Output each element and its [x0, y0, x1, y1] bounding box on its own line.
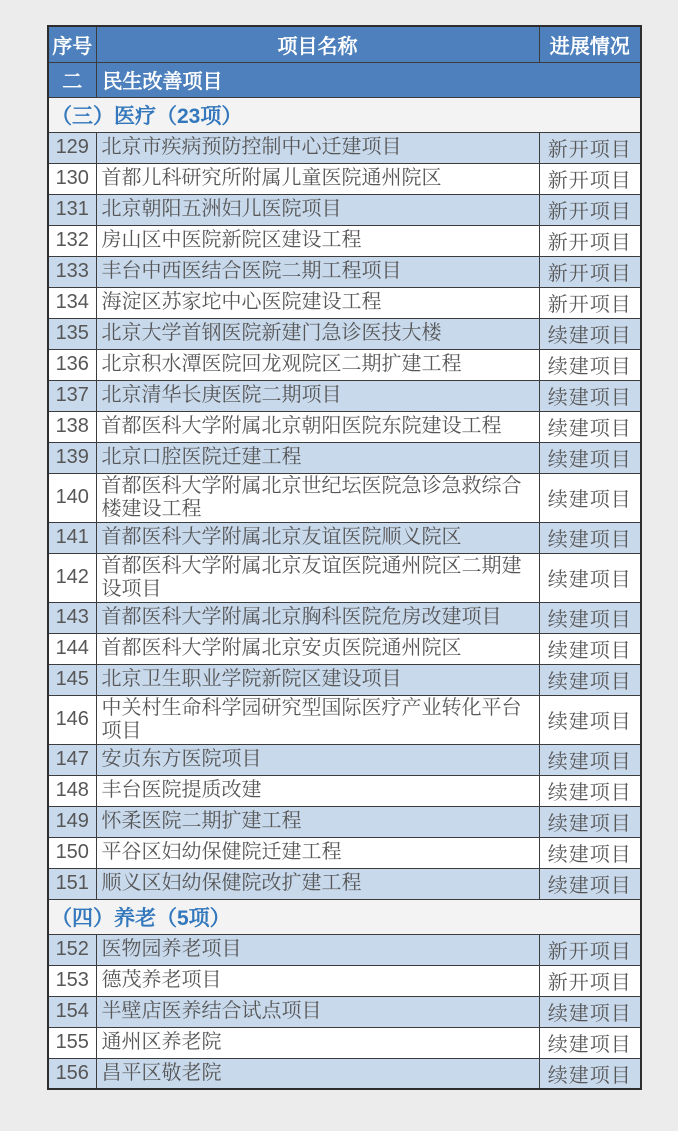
project-name-cell: 顺义区妇幼保健院改扩建工程 — [96, 868, 539, 899]
status-cell: 续建项目 — [539, 775, 641, 806]
section-title: （四）养老（5项） — [48, 899, 641, 934]
row-number-cell: 133 — [48, 256, 96, 287]
row-number-cell: 153 — [48, 965, 96, 996]
table-row — [48, 996, 641, 1027]
project-name-cell: 丰台医院提质改建 — [96, 775, 539, 806]
project-name-cell: 丰台中西医结合医院二期工程项目 — [96, 256, 539, 287]
status-cell: 续建项目 — [539, 442, 641, 473]
status-cell: 续建项目 — [539, 349, 641, 380]
status-cell: 新开项目 — [539, 163, 641, 194]
table-row — [48, 522, 641, 553]
status-cell: 续建项目 — [539, 695, 641, 744]
status-cell: 续建项目 — [539, 318, 641, 349]
row-number-cell: 131 — [48, 194, 96, 225]
project-name-cell: 首都医科大学附属北京朝阳医院东院建设工程 — [96, 411, 539, 442]
project-name-cell: 首都医科大学附属北京安贞医院通州院区 — [96, 633, 539, 664]
table-row — [48, 318, 641, 349]
project-name-cell: 房山区中医院新院区建设工程 — [96, 225, 539, 256]
category-name-cell: 民生改善项目 — [96, 62, 641, 97]
project-name-cell: 北京大学首钢医院新建门急诊医技大楼 — [96, 318, 539, 349]
row-number-cell: 143 — [48, 602, 96, 633]
table-row — [48, 473, 641, 522]
table-row — [48, 775, 641, 806]
table-row — [48, 411, 641, 442]
row-number-cell: 148 — [48, 775, 96, 806]
table-row — [48, 868, 641, 899]
status-cell: 续建项目 — [539, 380, 641, 411]
project-name-cell: 北京卫生职业学院新院区建设项目 — [96, 664, 539, 695]
projects-table — [47, 25, 642, 1090]
project-name-cell: 安贞东方医院项目 — [96, 744, 539, 775]
row-number-cell: 136 — [48, 349, 96, 380]
project-name-cell: 通州区养老院 — [96, 1027, 539, 1058]
row-number-cell: 151 — [48, 868, 96, 899]
project-name-cell: 怀柔医院二期扩建工程 — [96, 806, 539, 837]
project-name-cell: 德茂养老项目 — [96, 965, 539, 996]
header-col-project-name: 项目名称 — [96, 26, 539, 62]
project-name-cell: 北京朝阳五洲妇儿医院项目 — [96, 194, 539, 225]
header-row — [48, 26, 641, 62]
table-row — [48, 633, 641, 664]
table-row — [48, 163, 641, 194]
status-cell: 续建项目 — [539, 744, 641, 775]
status-cell: 续建项目 — [539, 553, 641, 602]
project-name-cell: 北京口腔医院迁建工程 — [96, 442, 539, 473]
status-cell: 续建项目 — [539, 806, 641, 837]
status-cell: 续建项目 — [539, 837, 641, 868]
row-number-cell: 129 — [48, 132, 96, 163]
project-name-cell: 医物园养老项目 — [96, 934, 539, 965]
row-number-cell: 141 — [48, 522, 96, 553]
project-name-cell: 海淀区苏家坨中心医院建设工程 — [96, 287, 539, 318]
section-header-row — [48, 97, 641, 132]
status-cell: 新开项目 — [539, 225, 641, 256]
table-row — [48, 380, 641, 411]
status-cell: 续建项目 — [539, 1027, 641, 1058]
row-number-cell: 144 — [48, 633, 96, 664]
section-header-row — [48, 899, 641, 934]
project-name-cell: 首都医科大学附属北京友谊医院顺义院区 — [96, 522, 539, 553]
row-number-cell: 150 — [48, 837, 96, 868]
status-cell: 续建项目 — [539, 1058, 641, 1089]
row-number-cell: 155 — [48, 1027, 96, 1058]
status-cell: 续建项目 — [539, 473, 641, 522]
row-number-cell: 152 — [48, 934, 96, 965]
status-cell: 续建项目 — [539, 522, 641, 553]
table-header — [48, 26, 641, 62]
table-row — [48, 664, 641, 695]
row-number-cell: 156 — [48, 1058, 96, 1089]
row-number-cell: 138 — [48, 411, 96, 442]
table-row — [48, 965, 641, 996]
row-number-cell: 139 — [48, 442, 96, 473]
row-number-cell: 132 — [48, 225, 96, 256]
row-number-cell: 147 — [48, 744, 96, 775]
status-cell: 续建项目 — [539, 996, 641, 1027]
project-name-cell: 首都儿科研究所附属儿童医院通州院区 — [96, 163, 539, 194]
table-row — [48, 349, 641, 380]
header-col-status: 进展情况 — [539, 26, 641, 62]
project-name-cell: 首都医科大学附属北京胸科医院危房改建项目 — [96, 602, 539, 633]
status-cell: 新开项目 — [539, 965, 641, 996]
table-row — [48, 695, 641, 744]
table-row — [48, 837, 641, 868]
table-row — [48, 256, 641, 287]
status-cell: 续建项目 — [539, 602, 641, 633]
table-row — [48, 806, 641, 837]
row-number-cell: 137 — [48, 380, 96, 411]
project-name-cell: 中关村生命科学园研究型国际医疗产业转化平台项目 — [96, 695, 539, 744]
table-row — [48, 1058, 641, 1089]
row-number-cell: 135 — [48, 318, 96, 349]
table-body — [48, 62, 641, 1089]
row-number-cell: 146 — [48, 695, 96, 744]
status-cell: 新开项目 — [539, 287, 641, 318]
table-row — [48, 225, 641, 256]
status-cell: 续建项目 — [539, 633, 641, 664]
table-row — [48, 194, 641, 225]
table-row — [48, 132, 641, 163]
project-name-cell: 首都医科大学附属北京友谊医院通州院区二期建设项目 — [96, 553, 539, 602]
project-name-cell: 北京市疾病预防控制中心迁建项目 — [96, 132, 539, 163]
table-row — [48, 744, 641, 775]
row-number-cell: 154 — [48, 996, 96, 1027]
row-number-cell: 145 — [48, 664, 96, 695]
row-number-cell: 140 — [48, 473, 96, 522]
status-cell: 续建项目 — [539, 664, 641, 695]
status-cell: 新开项目 — [539, 194, 641, 225]
table-row — [48, 934, 641, 965]
table-row — [48, 602, 641, 633]
project-name-cell: 昌平区敬老院 — [96, 1058, 539, 1089]
row-number-cell: 149 — [48, 806, 96, 837]
category-number-cell: 二 — [48, 62, 96, 97]
row-number-cell: 130 — [48, 163, 96, 194]
row-number-cell: 142 — [48, 553, 96, 602]
row-number-cell: 134 — [48, 287, 96, 318]
table-row — [48, 442, 641, 473]
category-row — [48, 62, 641, 97]
project-name-cell: 平谷区妇幼保健院迁建工程 — [96, 837, 539, 868]
status-cell: 续建项目 — [539, 868, 641, 899]
project-name-cell: 半壁店医养结合试点项目 — [96, 996, 539, 1027]
table-row — [48, 287, 641, 318]
table-row — [48, 1027, 641, 1058]
header-col-number: 序号 — [48, 26, 96, 62]
status-cell: 新开项目 — [539, 132, 641, 163]
status-cell: 新开项目 — [539, 256, 641, 287]
status-cell: 新开项目 — [539, 934, 641, 965]
section-title: （三）医疗（23项） — [48, 97, 641, 132]
project-name-cell: 北京清华长庚医院二期项目 — [96, 380, 539, 411]
project-name-cell: 首都医科大学附属北京世纪坛医院急诊急救综合楼建设工程 — [96, 473, 539, 522]
project-name-cell: 北京积水潭医院回龙观院区二期扩建工程 — [96, 349, 539, 380]
status-cell: 续建项目 — [539, 411, 641, 442]
table-row — [48, 553, 641, 602]
